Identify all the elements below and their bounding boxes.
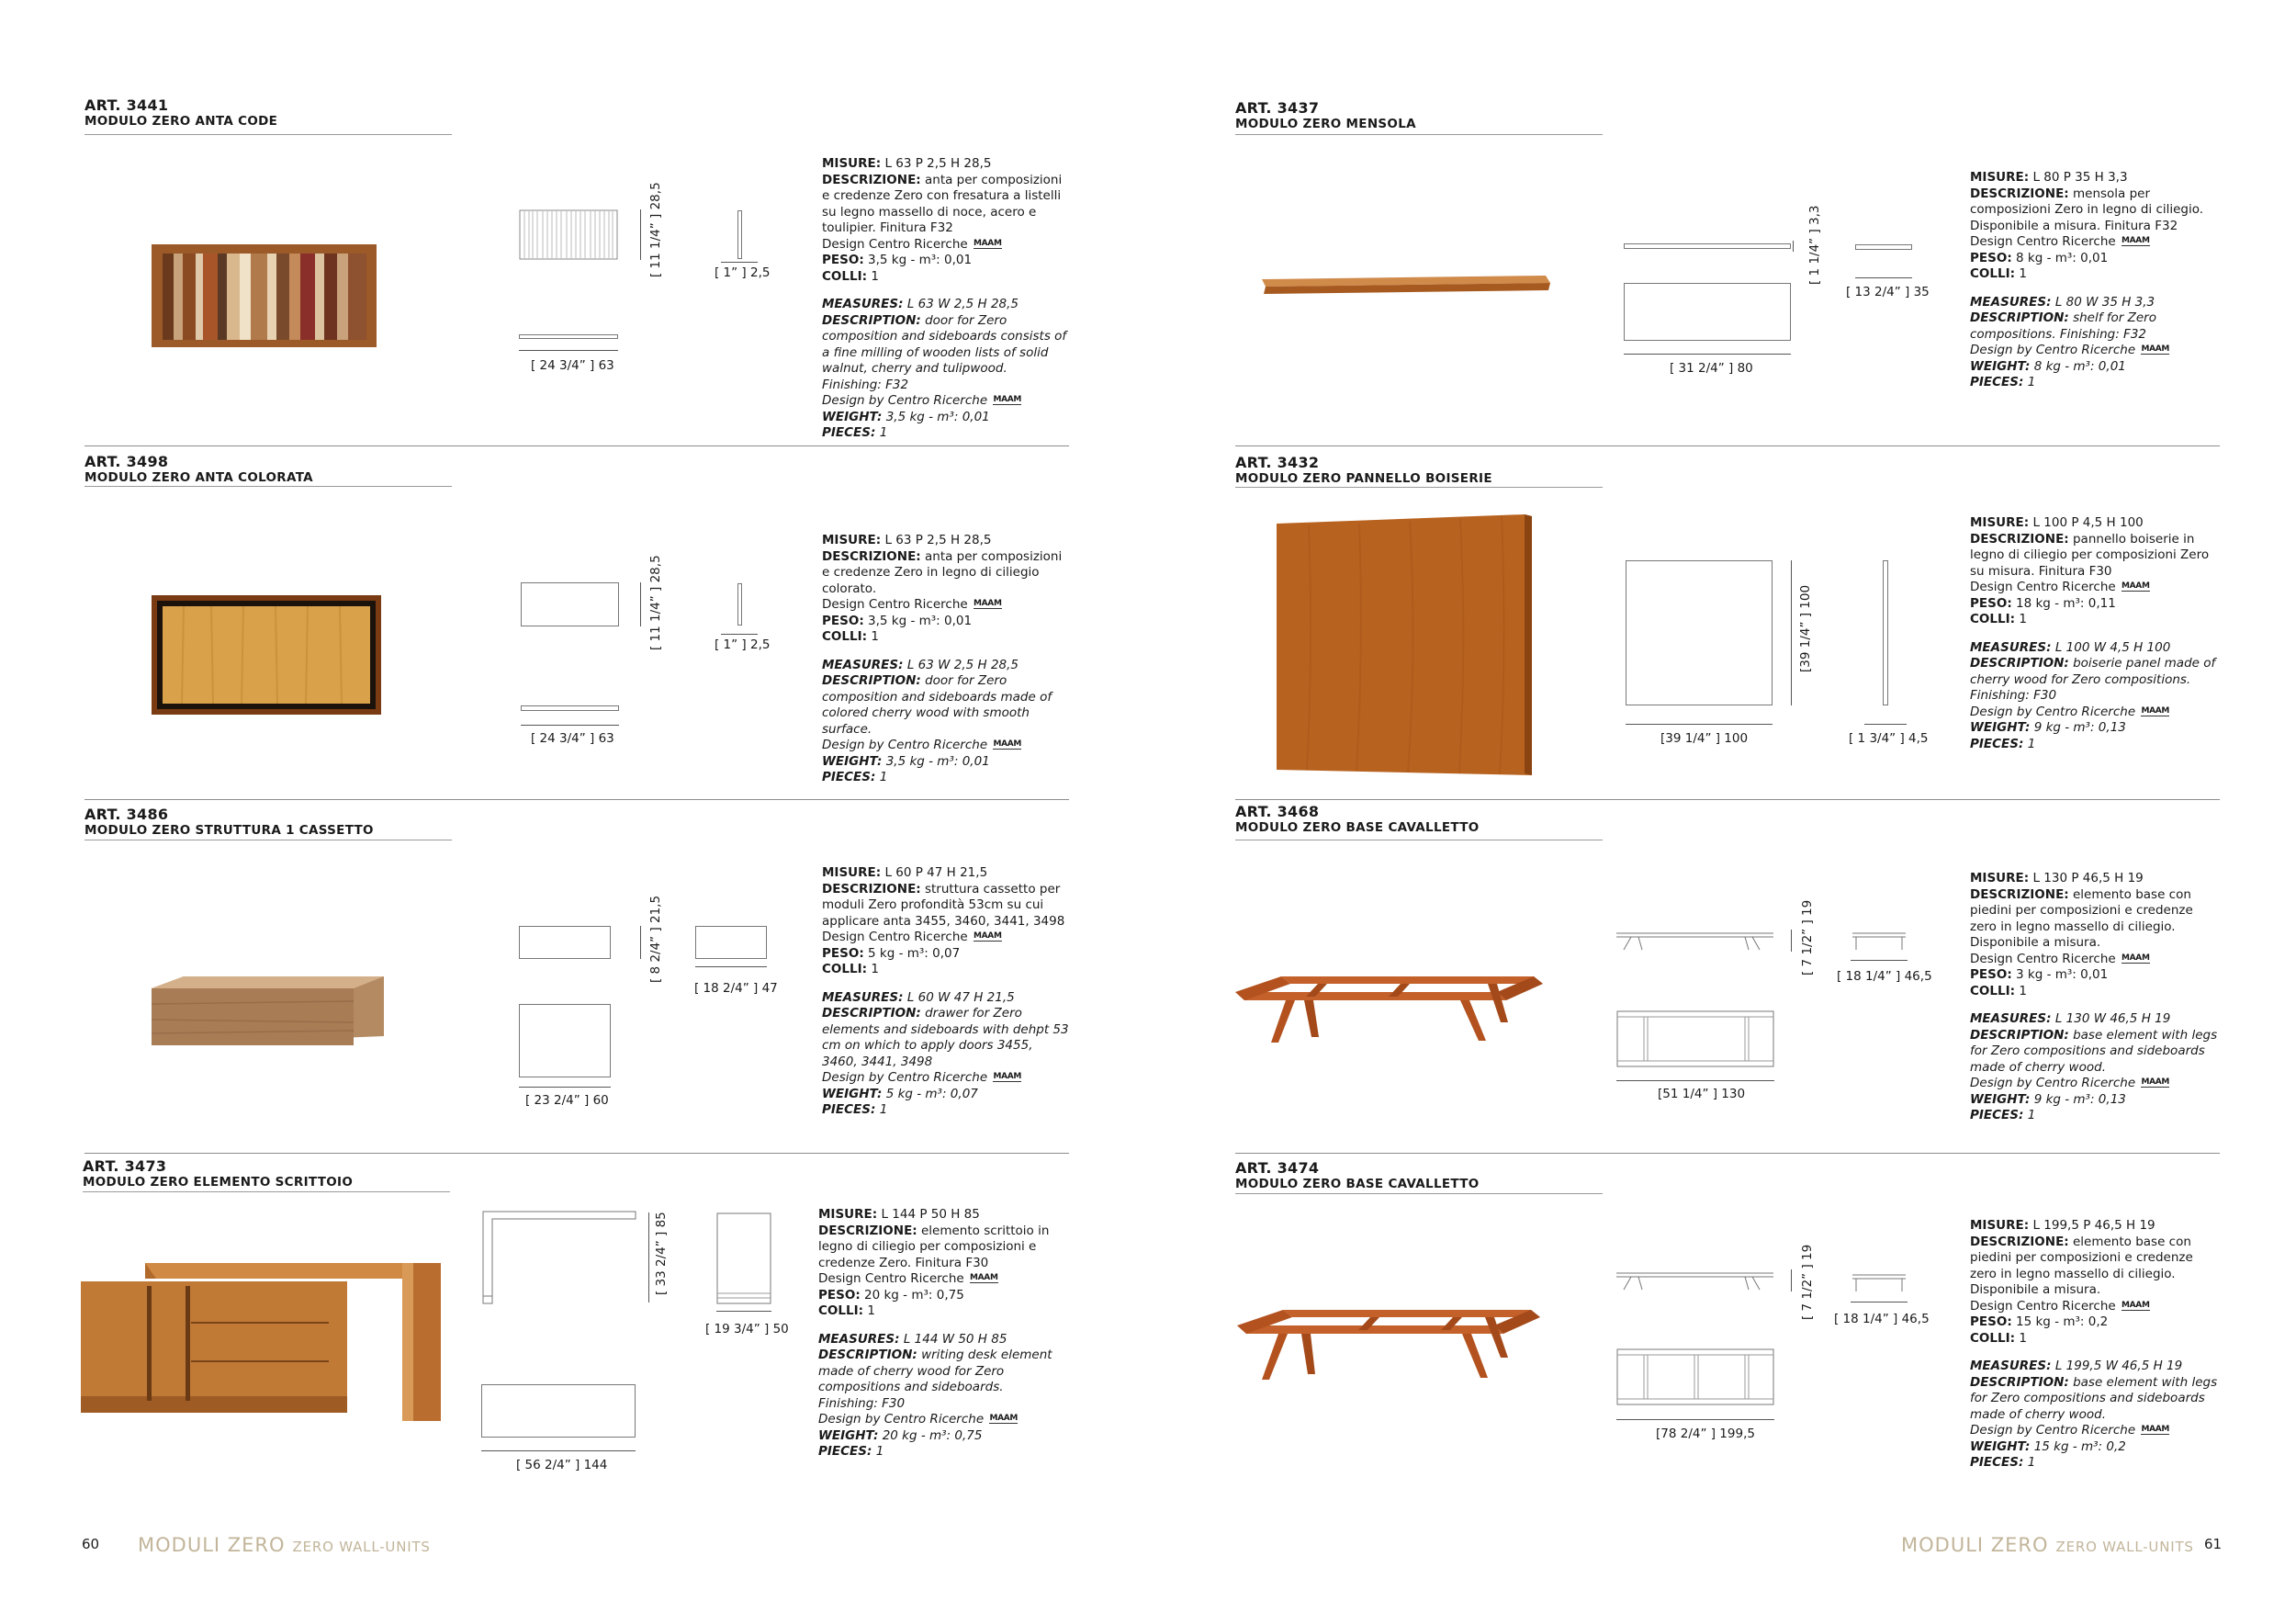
dimension-width: [78 2/4” ] 199,5 — [1656, 1427, 1755, 1441]
description-block — [822, 533, 1070, 786]
article-number: ART. 3498 — [84, 453, 169, 470]
colli-line: COLLI: 1 — [822, 629, 879, 644]
colli-line: COLLI: 1 — [818, 1303, 875, 1318]
item-header — [84, 453, 313, 486]
product-photo-pannello-boiserie — [1272, 513, 1534, 779]
description-line: DESCRIPTION: boiserie panel made of cherry wood for Zero compositions. Finishing: F30 — [1970, 656, 2216, 703]
design-line-en: Design by Centro Ricerche MAAM — [822, 1070, 1022, 1085]
article-number: ART. 3432 — [1235, 454, 1320, 471]
pieces-line: PIECES: 1 — [1970, 375, 2036, 389]
footer-subtitle: ZERO WALL-UNITS — [292, 1539, 431, 1555]
peso-line: PESO: 20 kg - m³: 0,75 — [818, 1287, 964, 1303]
product-photo-base-cavalletto-lunga — [1232, 1303, 1545, 1385]
colli-line: COLLI: 1 — [822, 962, 879, 976]
weight-line: WEIGHT: 20 kg - m³: 0,75 — [818, 1427, 983, 1443]
footer-title-main: MODULI ZERO — [1901, 1534, 2049, 1556]
item-header — [83, 1157, 353, 1190]
maam-logo: MAAM — [2121, 236, 2150, 245]
colli-line: COLLI: 1 — [1970, 612, 2027, 626]
description-line: DESCRIPTION: shelf for Zero compositions. Finishing: F32 — [1970, 310, 2156, 342]
design-line: Design Centro Ricerche MAAM — [822, 236, 1002, 252]
article-number: ART. 3437 — [1235, 99, 1320, 117]
drawing-front — [1624, 243, 1791, 249]
description-block — [822, 865, 1070, 1119]
pieces-line: PIECES: 1 — [1970, 736, 2036, 751]
maam-logo: MAAM — [2141, 1077, 2170, 1087]
measures-line: MEASURES: L 100 W 4,5 H 100 — [1970, 639, 2171, 655]
drawing-top — [1616, 1348, 1774, 1405]
dimension-depth: [ 18 1/4” ] 46,5 — [1834, 1312, 1930, 1326]
maam-logo: MAAM — [973, 238, 1002, 248]
article-number: ART. 3486 — [84, 806, 169, 823]
section-separator — [84, 799, 1069, 800]
descrizione-line: DESCRIZIONE: struttura cassetto per moduli Zero profondità 53cm su cui applicare anta 3455, 3460, 3441, 3498 — [822, 881, 1065, 929]
design-line: Design Centro Ricerche MAAM — [1970, 580, 2150, 594]
colli-line: COLLI: 1 — [1970, 266, 2027, 281]
maam-logo: MAAM — [973, 931, 1002, 941]
maam-logo: MAAM — [2121, 581, 2150, 591]
dimension-line — [721, 262, 758, 263]
dimension-depth: [ 1” ] 2,5 — [715, 637, 771, 652]
drawing-side — [737, 210, 742, 259]
misure-line: MISURE: L 130 P 46,5 H 19 — [1970, 871, 2144, 885]
page-number: 61 — [2204, 1536, 2223, 1552]
dimension-width: [ 31 2/4” ] 80 — [1670, 361, 1753, 376]
peso-line: PESO: 3,5 kg - m³: 0,01 — [822, 613, 973, 628]
colli-line: COLLI: 1 — [1970, 1330, 2027, 1346]
weight-line: WEIGHT: 8 kg - m³: 0,01 — [1970, 358, 2126, 374]
peso-line: PESO: 5 kg - m³: 0,07 — [822, 945, 961, 961]
section-separator — [84, 445, 1069, 446]
dimension-line — [640, 209, 641, 260]
section-separator — [1235, 445, 2220, 446]
descrizione-line: DESCRIZIONE: elemento base con piedini per composizioni e credenze zero in legno massello di ciliegio. Disponibile a misura. — [1970, 1234, 2193, 1297]
peso-line: PESO: 18 kg - m³: 0,11 — [1970, 595, 2116, 611]
drawing-front — [1626, 560, 1773, 705]
product-photo-base-cavalletto — [1231, 969, 1548, 1047]
design-line-en: Design by Centro Ricerche MAAM — [1970, 1423, 2170, 1438]
description-block — [818, 1207, 1066, 1460]
dimension-line — [1791, 930, 1792, 952]
dimension-line — [1791, 560, 1792, 705]
design-line-en: Design by Centro Ricerche MAAM — [822, 393, 1022, 408]
article-number: ART. 3441 — [84, 96, 169, 114]
article-name: MODULO ZERO BASE CAVALLETTO — [1235, 820, 1480, 835]
dimension-line — [1791, 1269, 1792, 1291]
descrizione-line: DESCRIZIONE: anta per composizioni e credenze Zero in legno di ciliegio colorato. — [822, 548, 1063, 596]
dimension-line — [1624, 354, 1791, 355]
weight-line: WEIGHT: 15 kg - m³: 0,2 — [1970, 1438, 2126, 1454]
peso-line: PESO: 15 kg - m³: 0,2 — [1970, 1314, 2109, 1329]
measures-line: MEASURES: L 80 W 35 H 3,3 — [1970, 294, 2155, 310]
item-header — [84, 96, 277, 130]
article-number: ART. 3468 — [1235, 803, 1320, 820]
dimension-line — [640, 582, 641, 626]
page-number: 60 — [82, 1536, 100, 1552]
design-line-en: Design by Centro Ricerche MAAM — [1970, 1076, 2170, 1090]
design-line-en: Design by Centro Ricerche MAAM — [1970, 704, 2170, 719]
dimension-height: [ 11 1/4” ] 28,5 — [648, 182, 663, 277]
description-block — [1970, 515, 2218, 752]
footer-title-main: MODULI ZERO — [138, 1534, 286, 1556]
dimension-width: [ 24 3/4” ] 63 — [531, 358, 614, 373]
drawing-top — [519, 334, 618, 339]
descrizione-line: DESCRIZIONE: anta per composizioni e credenze Zero con fresatura a listelli su legno massello di noce, acero e toulipier. Finitura F32 — [822, 172, 1063, 235]
dimension-depth: [ 18 1/4” ] 46,5 — [1837, 969, 1932, 984]
dimension-width: [ 24 3/4” ] 63 — [531, 731, 614, 746]
maam-logo: MAAM — [993, 739, 1022, 749]
drawing-top — [519, 1004, 611, 1077]
peso-line: PESO: 3,5 kg - m³: 0,01 — [822, 253, 973, 267]
misure-line: MISURE: L 63 P 2,5 H 28,5 — [822, 533, 992, 547]
header-rule — [84, 486, 452, 487]
description-line: DESCRIPTION: door for Zero composition and sideboards made of colored cherry wood with smooth surface. — [822, 673, 1052, 737]
design-line: Design Centro Ricerche MAAM — [818, 1271, 998, 1286]
drawing-front — [1615, 1269, 1775, 1293]
peso-line: PESO: 3 kg - m³: 0,01 — [1970, 967, 2109, 982]
weight-line: WEIGHT: 9 kg - m³: 0,13 — [1970, 720, 2126, 735]
drawing-side — [737, 583, 742, 626]
colli-line: COLLI: 1 — [822, 268, 879, 284]
article-number: ART. 3474 — [1235, 1159, 1320, 1177]
colli-line: COLLI: 1 — [1970, 983, 2027, 998]
dimension-depth: [ 1” ] 2,5 — [715, 265, 771, 280]
design-line-en: Design by Centro Ricerche MAAM — [822, 738, 1022, 752]
maam-logo: MAAM — [989, 1414, 1019, 1423]
article-name: MODULO ZERO ANTA CODE — [84, 114, 278, 129]
drawing-side — [1855, 244, 1912, 250]
article-name: MODULO ZERO MENSOLA — [1235, 117, 1416, 131]
misure-line: MISURE: L 144 P 50 H 85 — [818, 1207, 980, 1222]
description-block — [822, 156, 1070, 442]
pieces-line: PIECES: 1 — [822, 425, 888, 440]
dimension-line — [1851, 960, 1908, 961]
pieces-line: PIECES: 1 — [822, 770, 888, 784]
misure-line: MISURE: L 199,5 P 46,5 H 19 — [1970, 1218, 2155, 1233]
maam-logo: MAAM — [2141, 344, 2170, 354]
dimension-line — [1864, 724, 1907, 725]
dimension-width: [ 23 2/4” ] 60 — [525, 1093, 609, 1108]
dimension-depth: [ 13 2/4” ] 35 — [1846, 285, 1930, 299]
drawing-side — [695, 926, 767, 959]
drawing-side — [1851, 1271, 1908, 1295]
footer-title — [1901, 1534, 2194, 1556]
measures-line: MEASURES: L 63 W 2,5 H 28,5 — [822, 657, 1019, 672]
section-separator — [84, 1153, 1069, 1154]
peso-line: PESO: 8 kg - m³: 0,01 — [1970, 250, 2109, 265]
article-name: MODULO ZERO PANNELLO BOISERIE — [1235, 471, 1492, 486]
dimension-line — [721, 634, 758, 635]
dimension-line — [640, 926, 641, 959]
measures-line: MEASURES: L 199,5 W 46,5 H 19 — [1970, 1359, 2183, 1373]
dimension-width: [ 56 2/4” ] 144 — [516, 1458, 608, 1472]
item-header — [1235, 454, 1492, 487]
maam-logo: MAAM — [969, 1273, 998, 1282]
dimension-depth: [ 18 2/4” ] 47 — [694, 981, 778, 996]
item-header — [1235, 99, 1416, 132]
maam-logo: MAAM — [993, 395, 1022, 404]
pieces-line: PIECES: 1 — [818, 1444, 884, 1459]
drawing-front — [519, 209, 618, 260]
pieces-line: PIECES: 1 — [822, 1102, 888, 1117]
maam-logo: MAAM — [2141, 705, 2170, 716]
descrizione-line: DESCRIZIONE: pannello boiserie in legno di ciliegio per composizioni Zero su misura. Finitura F30 — [1970, 531, 2210, 579]
description-line: DESCRIPTION: base element with legs for Zero compositions and sideboards made of cherry wood. — [1970, 1027, 2218, 1075]
description-line: DESCRIPTION: door for Zero composition and sideboards consists of a fine milling of wooden lists of solid walnut, cherry and tulipwood. Finishing: F32 — [822, 312, 1067, 392]
measures-line: MEASURES: L 63 W 2,5 H 28,5 — [822, 297, 1019, 311]
descrizione-line: DESCRIZIONE: elemento base con piedini per composizioni e credenze zero in legno massello di ciliegio. Disponibile a misura. — [1970, 886, 2193, 950]
maam-logo: MAAM — [973, 599, 1002, 608]
description-block — [1970, 871, 2218, 1124]
dimension-height: [ 8 2/4” ] 21,5 — [648, 895, 663, 983]
header-rule — [83, 1191, 450, 1192]
dimension-height: [ 1 1/4” ] 3,3 — [1807, 205, 1822, 285]
dimension-height: [ 11 1/4” ] 28,5 — [648, 555, 663, 650]
dimension-line — [519, 1087, 611, 1088]
measures-line: MEASURES: L 144 W 50 H 85 — [818, 1331, 1007, 1347]
drawing-top — [521, 705, 619, 711]
design-line-en: Design by Centro Ricerche MAAM — [818, 1412, 1019, 1427]
description-line: DESCRIPTION: drawer for Zero elements and sideboards with dehpt 53 cm on which to apply doors 3455, 3460, 3441, 3498 — [822, 1006, 1069, 1069]
drawing-front — [521, 582, 619, 626]
dimension-line — [1616, 1080, 1774, 1081]
pieces-line: PIECES: 1 — [1970, 1108, 2036, 1122]
dimension-line — [716, 1311, 771, 1312]
dimension-width: [51 1/4” ] 130 — [1658, 1087, 1746, 1101]
header-rule — [1235, 134, 1603, 135]
product-photo-scrittoio — [81, 1258, 446, 1424]
dimension-width: [39 1/4” ] 100 — [1660, 731, 1749, 746]
dimension-line — [1626, 724, 1773, 725]
drawing-front — [481, 1210, 637, 1306]
pieces-line: PIECES: 1 — [1970, 1455, 2036, 1470]
drawing-front — [1615, 930, 1775, 953]
section-separator — [1235, 799, 2220, 800]
header-rule — [84, 134, 452, 135]
descrizione-line: DESCRIZIONE: mensola per composizioni Zero in legno di ciliegio. Disponibile a misura. Finitura F32 — [1970, 186, 2204, 233]
design-line: Design Centro Ricerche MAAM — [822, 597, 1002, 612]
dimension-height: [ 33 2/4” ] 85 — [654, 1212, 669, 1295]
header-rule — [1235, 487, 1603, 488]
description-block — [1970, 170, 2218, 391]
drawing-side — [1851, 930, 1908, 953]
misure-line: MISURE: L 60 P 47 H 21,5 — [822, 865, 988, 880]
maam-logo: MAAM — [993, 1072, 1022, 1081]
dimension-line — [519, 350, 618, 351]
dimension-height: [ 7 1/2” ] 19 — [1800, 1244, 1815, 1320]
footer-title — [138, 1534, 431, 1556]
description-line: DESCRIPTION: writing desk element made of cherry wood for Zero compositions and sideboards. Finishing: F30 — [818, 1348, 1052, 1411]
item-header — [1235, 803, 1480, 836]
dimension-line — [1793, 241, 1794, 252]
wood-strips — [163, 254, 366, 340]
dimension-depth: [ 1 3/4” ] 4,5 — [1849, 731, 1929, 746]
dimension-line — [481, 1450, 636, 1451]
product-photo-anta-code — [142, 237, 381, 356]
drawing-top — [481, 1384, 636, 1438]
weight-line: WEIGHT: 5 kg - m³: 0,07 — [822, 1086, 978, 1101]
drawing-side — [1883, 560, 1888, 705]
measures-line: MEASURES: L 130 W 46,5 H 19 — [1970, 1011, 2171, 1026]
misure-line: MISURE: L 63 P 2,5 H 28,5 — [822, 156, 992, 171]
dimension-height: [39 1/4” ] 100 — [1798, 584, 1813, 672]
section-separator — [1235, 1153, 2220, 1154]
article-number: ART. 3473 — [83, 1157, 167, 1175]
description-block — [1970, 1218, 2218, 1472]
descrizione-line: DESCRIZIONE: elemento scrittoio in legno di ciliegio per composizioni e credenze Zero. Finitura F30 — [818, 1223, 1050, 1270]
weight-line: WEIGHT: 9 kg - m³: 0,13 — [1970, 1091, 2126, 1107]
item-header — [1235, 1159, 1480, 1192]
dimension-line — [695, 966, 767, 967]
maam-logo: MAAM — [2121, 1300, 2150, 1310]
dimension-line — [1616, 1419, 1774, 1420]
dimension-line — [1855, 277, 1912, 278]
dimension-line — [521, 725, 619, 726]
dimension-height: [ 7 1/2” ] 19 — [1800, 899, 1815, 976]
description-line: DESCRIPTION: base element with legs for Zero compositions and sideboards made of cherry wood. — [1970, 1374, 2218, 1422]
product-photo-anta-colorata — [147, 592, 386, 716]
design-line: Design Centro Ricerche MAAM — [822, 930, 1002, 944]
article-name: MODULO ZERO ANTA COLORATA — [84, 470, 313, 485]
footer-subtitle: ZERO WALL-UNITS — [2055, 1539, 2194, 1555]
design-line-en: Design by Centro Ricerche MAAM — [1970, 343, 2170, 357]
drawing-top — [1616, 1010, 1774, 1067]
weight-line: WEIGHT: 3,5 kg - m³: 0,01 — [822, 409, 990, 424]
drawing-side — [716, 1212, 771, 1304]
drawing-front — [519, 926, 611, 959]
design-line: Design Centro Ricerche MAAM — [1970, 951, 2150, 966]
design-line: Design Centro Ricerche MAAM — [1970, 234, 2150, 249]
maam-logo: MAAM — [2121, 953, 2150, 963]
weight-line: WEIGHT: 3,5 kg - m³: 0,01 — [822, 753, 990, 769]
article-name: MODULO ZERO ELEMENTO SCRITTOIO — [83, 1175, 354, 1190]
maam-logo: MAAM — [2141, 1425, 2170, 1434]
dimension-line — [648, 1212, 649, 1303]
item-header — [84, 806, 374, 839]
misure-line: MISURE: L 80 P 35 H 3,3 — [1970, 170, 2128, 185]
product-photo-mensola — [1256, 274, 1555, 297]
dimension-depth: [ 19 3/4” ] 50 — [705, 1322, 789, 1336]
article-name: MODULO ZERO BASE CAVALLETTO — [1235, 1177, 1480, 1191]
article-name: MODULO ZERO STRUTTURA 1 CASSETTO — [84, 823, 374, 838]
drawing-top — [1624, 283, 1791, 341]
header-rule — [1235, 1193, 1603, 1194]
misure-line: MISURE: L 100 P 4,5 H 100 — [1970, 515, 2144, 530]
design-line: Design Centro Ricerche MAAM — [1970, 1298, 2150, 1314]
dimension-line — [1851, 1302, 1908, 1303]
measures-line: MEASURES: L 60 W 47 H 21,5 — [822, 989, 1015, 1005]
product-photo-struttura-cassetto — [147, 972, 388, 1050]
